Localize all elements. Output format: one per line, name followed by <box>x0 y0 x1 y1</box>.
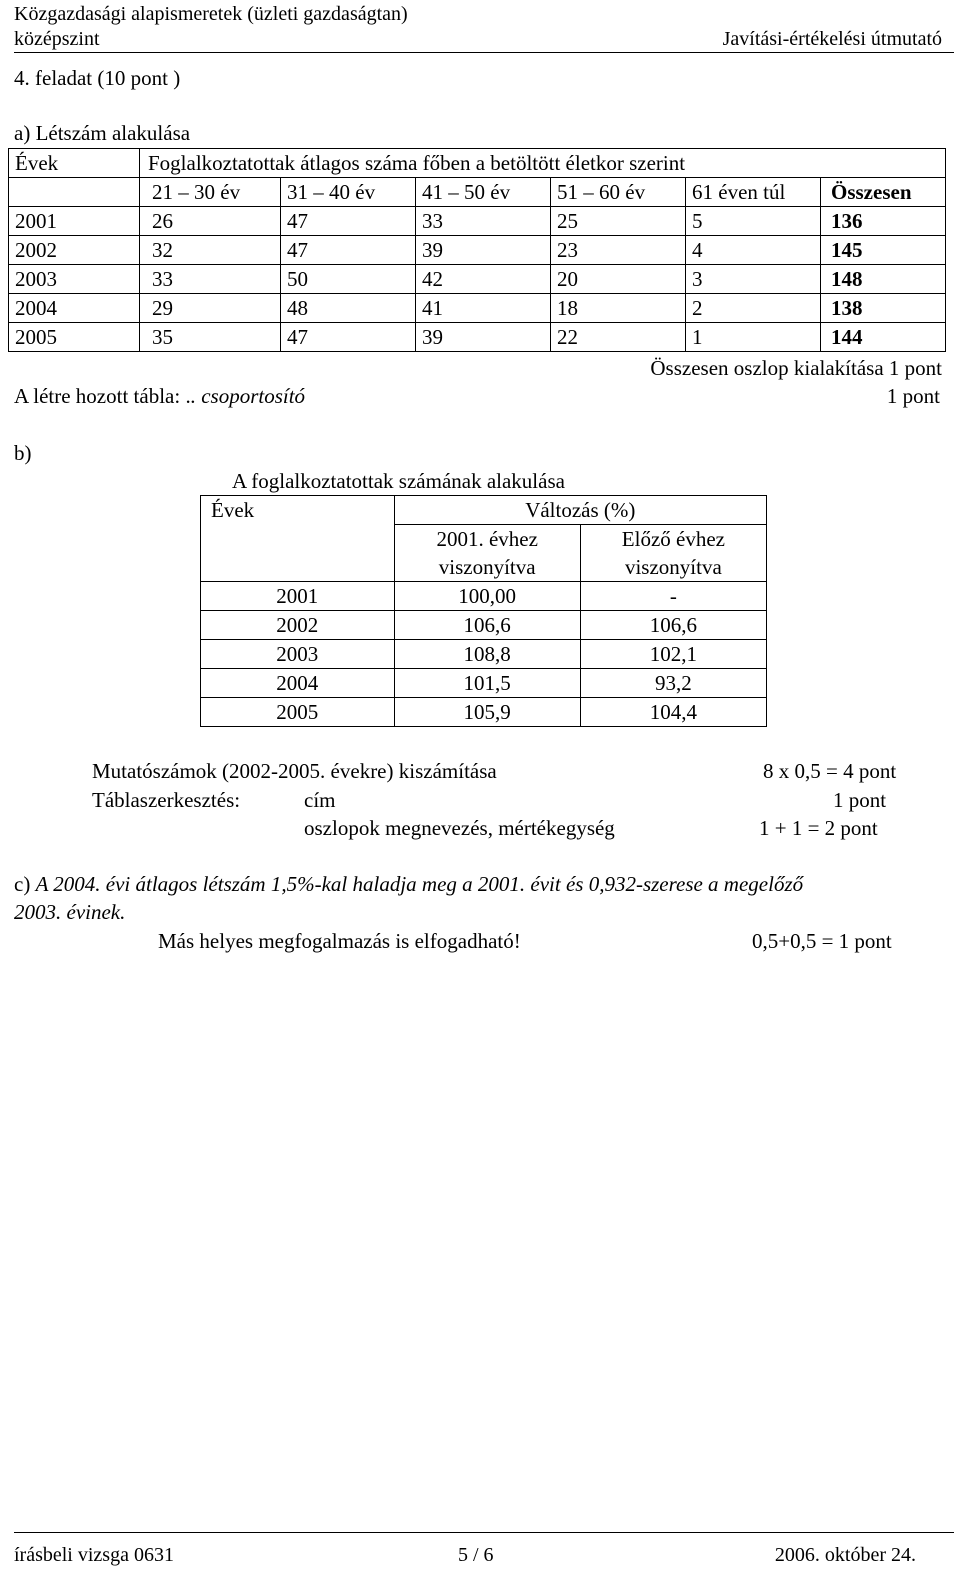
header-level: középszint <box>14 28 100 50</box>
value-cell: 5 <box>686 207 821 236</box>
value-cell: 39 <box>416 323 551 352</box>
part-c-prefix: c) <box>14 872 36 896</box>
year-cell: 2001 <box>201 582 395 611</box>
year-cell: 2003 <box>9 265 140 294</box>
created-table-points: 1 pont <box>886 384 940 408</box>
table-row <box>9 207 946 236</box>
footer-date: 2006. október 24. <box>774 1544 916 1566</box>
sub-header-base-line1: 2001. évhez <box>436 527 538 551</box>
created-table-value: . csoportosító <box>190 384 306 408</box>
created-table-label <box>14 386 305 407</box>
value-cell: 39 <box>416 236 551 265</box>
change-header: Változás (%) <box>394 496 766 525</box>
footer-page: 5 / 6 <box>458 1544 494 1566</box>
value-cell: 42 <box>416 265 551 294</box>
value-cell: 1 <box>686 323 821 352</box>
part-c-answer-line1: A 2004. évi átlagos létszám 1,5%-kal haladja meg a 2001. évit és 0,932-szerese a megelőző <box>35 872 804 896</box>
value-cell: 106,6 <box>394 611 580 640</box>
table-row <box>201 640 767 669</box>
sub-header: 61 éven túl <box>686 178 821 207</box>
total-cell: 136 <box>821 207 946 236</box>
value-cell: 102,1 <box>580 640 766 669</box>
value-cell: 32 <box>140 236 281 265</box>
header-subject: Közgazdasági alapismeretek (üzleti gazdaságtan) <box>14 3 408 25</box>
table-row <box>201 669 767 698</box>
part-c-points: 0,5+0,5 = 1 pont <box>752 929 892 953</box>
value-cell: 20 <box>551 265 686 294</box>
sub-header: 51 – 60 év <box>551 178 686 207</box>
value-cell: 4 <box>686 236 821 265</box>
value-cell: 108,8 <box>394 640 580 669</box>
table-row <box>201 698 767 727</box>
value-cell: 50 <box>281 265 416 294</box>
value-cell: 3 <box>686 265 821 294</box>
value-cell: 48 <box>281 294 416 323</box>
value-cell: 41 <box>416 294 551 323</box>
value-cell: 93,2 <box>580 669 766 698</box>
table-row <box>9 294 946 323</box>
table-row <box>201 611 767 640</box>
value-cell: 100,00 <box>394 582 580 611</box>
sub-header-base <box>394 525 580 582</box>
value-cell: 26 <box>140 207 281 236</box>
total-cell: 148 <box>821 265 946 294</box>
table-row <box>9 265 946 294</box>
footer-rule <box>14 1532 954 1533</box>
sub-header: 41 – 50 év <box>416 178 551 207</box>
sub-header: 31 – 40 év <box>281 178 416 207</box>
col-years-header: Évek <box>201 496 395 582</box>
table-editing-label: Táblaszerkesztés: <box>92 788 241 812</box>
change-table <box>200 495 767 727</box>
value-cell: 35 <box>140 323 281 352</box>
value-cell: 25 <box>551 207 686 236</box>
value-cell: 47 <box>281 236 416 265</box>
total-cell: 138 <box>821 294 946 323</box>
part-b-label: b) <box>14 441 32 465</box>
table-row <box>201 582 767 611</box>
header-rule <box>14 52 954 53</box>
headcount-table <box>8 148 946 352</box>
indices-label: Mutatószámok (2002-2005. évekre) kiszámítása <box>92 759 497 783</box>
created-table-label-text: A létre hozott tábla: . <box>14 384 191 408</box>
part-c-answer-line2: 2003. évinek. <box>14 900 126 924</box>
empty-cell <box>9 178 140 207</box>
value-cell: 104,4 <box>580 698 766 727</box>
value-cell: 33 <box>416 207 551 236</box>
indices-points: 8 x 0,5 = 4 pont <box>763 759 897 783</box>
value-cell: - <box>580 582 766 611</box>
sub-header-prev-line2: viszonyítva <box>624 555 722 579</box>
sub-header-total: Összesen <box>821 178 946 207</box>
footer-exam: írásbeli vizsga 0631 <box>14 1544 174 1566</box>
year-cell: 2003 <box>201 640 395 669</box>
table-header-row <box>201 496 767 525</box>
score-total-column: Összesen oszlop kialakítása 1 pont <box>650 356 942 380</box>
part-c-line1 <box>14 874 803 895</box>
value-cell: 22 <box>551 323 686 352</box>
part-a-label: a) Létszám alakulása <box>14 121 191 145</box>
table-header-row <box>9 149 946 178</box>
year-cell: 2005 <box>9 323 140 352</box>
value-cell: 33 <box>140 265 281 294</box>
title-label: cím <box>304 788 336 812</box>
value-cell: 105,9 <box>394 698 580 727</box>
group-header: Foglalkoztatottak átlagos száma főben a betöltött életkor szerint <box>140 149 946 178</box>
task-title: 4. feladat (10 pont ) <box>14 66 181 90</box>
sub-header-base-line2: viszonyítva <box>438 555 536 579</box>
columns-label: oszlopok megnevezés, mértékegység <box>304 816 615 840</box>
value-cell: 47 <box>281 323 416 352</box>
table-b-title: A foglalkoztatottak számának alakulása <box>232 469 565 493</box>
sub-header: 21 – 30 év <box>140 178 281 207</box>
year-cell: 2002 <box>201 611 395 640</box>
year-cell: 2005 <box>201 698 395 727</box>
year-cell: 2001 <box>9 207 140 236</box>
value-cell: 101,5 <box>394 669 580 698</box>
year-cell: 2002 <box>9 236 140 265</box>
table-row <box>9 236 946 265</box>
header-doc-type: Javítási-értékelési útmutató <box>722 28 942 50</box>
title-points: 1 pont <box>833 788 887 812</box>
value-cell: 23 <box>551 236 686 265</box>
sub-header-prev-line1: Előző évhez <box>621 527 725 551</box>
total-cell: 145 <box>821 236 946 265</box>
col-years-header: Évek <box>9 149 140 178</box>
table-subheader-row <box>9 178 946 207</box>
value-cell: 47 <box>281 207 416 236</box>
total-cell: 144 <box>821 323 946 352</box>
year-cell: 2004 <box>9 294 140 323</box>
sub-header-prev <box>580 525 766 582</box>
value-cell: 18 <box>551 294 686 323</box>
year-cell: 2004 <box>201 669 395 698</box>
part-c-note: Más helyes megfogalmazás is elfogadható! <box>158 929 521 953</box>
table-row <box>9 323 946 352</box>
columns-points: 1 + 1 = 2 pont <box>759 816 878 840</box>
value-cell: 2 <box>686 294 821 323</box>
value-cell: 106,6 <box>580 611 766 640</box>
value-cell: 29 <box>140 294 281 323</box>
